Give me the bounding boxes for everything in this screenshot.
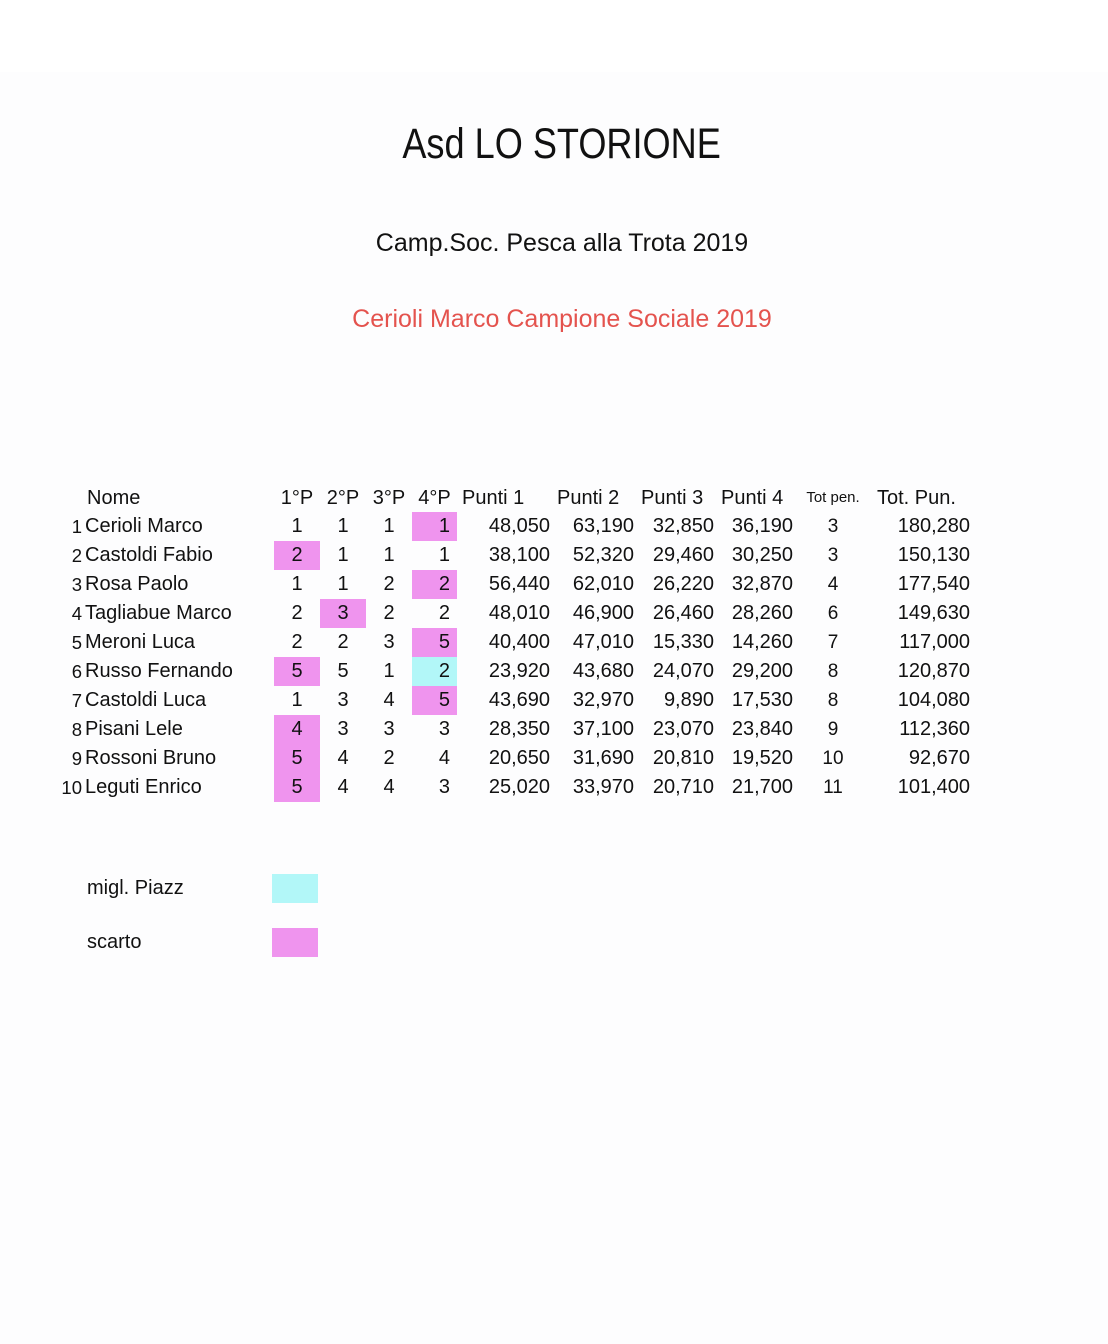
cell-punti2: 32,970 [572, 689, 634, 711]
cell-name: Cerioli Marco [85, 515, 203, 537]
cell-name: Tagliabue Marco [85, 602, 232, 624]
cell-p3: 4 [383, 776, 395, 798]
cell-rank: 8 [71, 719, 82, 740]
col-header-punti4: Punti 4 [721, 487, 784, 509]
champion-line: Cerioli Marco Campione Sociale 2019 [352, 305, 772, 333]
cell-punti1: 28,350 [488, 718, 550, 740]
cell-rank: 4 [71, 603, 82, 624]
col-header-1p: 1°P [280, 487, 314, 509]
cell-totpun: 101,400 [897, 776, 970, 798]
cell-p1: 1 [291, 515, 303, 537]
cell-punti1: 43,690 [488, 689, 550, 711]
table-row [60, 657, 972, 686]
table-row [60, 512, 972, 541]
cell-p4: 1 [412, 512, 457, 541]
cell-p2: 1 [337, 573, 349, 595]
cell-p1: 1 [291, 689, 303, 711]
cell-p3: 1 [383, 660, 395, 682]
cell-rank: 6 [71, 661, 82, 682]
cell-p1: 5 [274, 744, 320, 773]
cell-totpun: 120,870 [897, 660, 970, 682]
table-row [60, 628, 972, 657]
cell-punti2: 47,010 [572, 631, 634, 653]
cell-punti1: 20,650 [488, 747, 550, 769]
cell-punti3: 26,220 [652, 573, 714, 595]
cell-totpen: 8 [827, 661, 839, 682]
cell-totpun: 104,080 [897, 689, 970, 711]
cell-p1: 2 [291, 631, 303, 653]
cell-punti1: 48,010 [488, 602, 550, 624]
legend-item-migl-piazz [0, 874, 1108, 903]
cell-totpun: 150,130 [897, 544, 970, 566]
col-header-3p: 3°P [372, 487, 406, 509]
cell-p3: 4 [383, 689, 395, 711]
table-header-row [60, 486, 972, 512]
cell-name: Pisani Lele [85, 718, 183, 740]
legend-label-migl-piazz: migl. Piazz [87, 877, 184, 899]
cell-punti3: 20,710 [652, 776, 714, 798]
legend-swatch-migl-piazz [272, 874, 318, 903]
col-header-totpun: Tot. Pun. [877, 487, 956, 509]
cell-punti1: 38,100 [488, 544, 550, 566]
cell-totpun: 149,630 [897, 602, 970, 624]
cell-punti1: 56,440 [488, 573, 550, 595]
cell-p2: 3 [337, 689, 349, 711]
cell-punti2: 33,970 [572, 776, 634, 798]
cell-punti2: 63,190 [572, 515, 634, 537]
cell-name: Meroni Luca [85, 631, 196, 653]
cell-p1: 2 [291, 602, 303, 624]
col-header-rank [60, 486, 82, 512]
cell-p4: 2 [412, 570, 457, 599]
col-header-punti1: Punti 1 [462, 487, 525, 509]
cell-punti2: 43,680 [572, 660, 634, 682]
cell-punti4: 17,530 [731, 689, 793, 711]
table-body [60, 512, 972, 802]
cell-punti2: 31,690 [572, 747, 634, 769]
cell-rank: 3 [71, 574, 82, 595]
cell-punti2: 37,100 [572, 718, 634, 740]
cell-p4: 2 [438, 602, 450, 624]
cell-totpun: 180,280 [897, 515, 970, 537]
cell-punti4: 23,840 [731, 718, 793, 740]
legend-item-scarto [0, 928, 1108, 957]
cell-totpen: 8 [827, 690, 839, 711]
cell-rank: 5 [71, 632, 82, 653]
cell-punti3: 26,460 [652, 602, 714, 624]
cell-name: Castoldi Luca [85, 689, 207, 711]
table-row [60, 773, 972, 802]
cell-totpen: 3 [827, 545, 839, 566]
cell-p4: 3 [438, 776, 450, 798]
cell-p4: 5 [412, 686, 457, 715]
cell-rank: 7 [71, 690, 82, 711]
cell-p1: 5 [274, 773, 320, 802]
cell-name: Rosa Paolo [85, 573, 189, 595]
cell-p3: 3 [383, 718, 395, 740]
cell-rank: 9 [71, 748, 82, 769]
cell-punti4: 32,870 [731, 573, 793, 595]
cell-punti3: 29,460 [652, 544, 714, 566]
cell-p2: 4 [337, 747, 349, 769]
table-row [60, 570, 972, 599]
cell-p3: 2 [383, 602, 395, 624]
cell-name: Russo Fernando [85, 660, 233, 682]
cell-punti3: 23,070 [652, 718, 714, 740]
standings-table [60, 486, 972, 802]
page-title [0, 121, 1108, 168]
cell-p3: 2 [383, 573, 395, 595]
cell-p1: 4 [274, 715, 320, 744]
page-subtitle: Camp.Soc. Pesca alla Trota 2019 [375, 229, 749, 257]
cell-p1: 1 [291, 573, 303, 595]
cell-totpen: 11 [823, 777, 843, 798]
cell-punti3: 24,070 [652, 660, 714, 682]
cell-totpun: 177,540 [897, 573, 970, 595]
cell-p3: 1 [383, 544, 395, 566]
cell-punti4: 14,260 [731, 631, 793, 653]
col-header-totpen: Tot pen. [806, 489, 860, 506]
col-header-2p: 2°P [326, 487, 360, 509]
cell-name: Castoldi Fabio [85, 544, 213, 566]
cell-p2: 2 [337, 631, 349, 653]
cell-totpen: 9 [827, 719, 839, 740]
cell-p4: 5 [412, 628, 457, 657]
cell-totpun: 117,000 [899, 631, 970, 653]
cell-p2: 1 [337, 544, 349, 566]
cell-p4: 1 [438, 544, 450, 566]
cell-totpen: 7 [827, 632, 839, 653]
cell-punti1: 25,020 [488, 776, 550, 798]
cell-totpen: 4 [827, 574, 839, 595]
table-row [60, 686, 972, 715]
cell-p4: 4 [438, 747, 450, 769]
cell-p2: 3 [320, 599, 366, 628]
cell-p2: 5 [337, 660, 349, 682]
cell-p1: 2 [274, 541, 320, 570]
cell-rank: 1 [71, 516, 82, 537]
cell-p1: 5 [274, 657, 320, 686]
cell-totpun: 92,670 [908, 747, 970, 769]
table-row [60, 715, 972, 744]
cell-punti3: 32,850 [652, 515, 714, 537]
cell-punti3: 15,330 [652, 631, 714, 653]
cell-p3: 3 [383, 631, 395, 653]
cell-p4: 2 [412, 657, 457, 686]
cell-totpen: 6 [827, 603, 839, 624]
col-header-punti2: Punti 2 [557, 487, 620, 509]
cell-p3: 2 [383, 747, 395, 769]
cell-punti2: 62,010 [572, 573, 634, 595]
cell-punti2: 52,320 [572, 544, 634, 566]
cell-p4: 3 [438, 718, 450, 740]
cell-rank: 2 [71, 545, 82, 566]
legend-swatch-scarto [272, 928, 318, 957]
table-row [60, 744, 972, 773]
cell-totpen: 10 [822, 748, 844, 769]
cell-p2: 1 [337, 515, 349, 537]
cell-name: Rossoni Bruno [85, 747, 217, 769]
page-title-text: Asd LO STORIONE [402, 120, 722, 168]
table-row [60, 599, 972, 628]
cell-punti4: 36,190 [731, 515, 793, 537]
cell-p3: 1 [383, 515, 395, 537]
col-header-4p: 4°P [418, 487, 451, 509]
cell-punti1: 40,400 [488, 631, 550, 653]
table-row [60, 541, 972, 570]
cell-rank: 10 [61, 777, 82, 798]
cell-punti3: 9,890 [663, 689, 714, 711]
cell-p2: 4 [337, 776, 349, 798]
cell-punti4: 28,260 [731, 602, 793, 624]
cell-name: Leguti Enrico [85, 776, 202, 798]
cell-punti4: 19,520 [731, 747, 793, 769]
cell-punti1: 48,050 [488, 515, 550, 537]
cell-totpen: 3 [827, 516, 839, 537]
cell-p2: 3 [337, 718, 349, 740]
cell-punti4: 21,700 [731, 776, 793, 798]
cell-punti2: 46,900 [572, 602, 634, 624]
cell-punti4: 29,200 [731, 660, 793, 682]
col-header-nome: Nome [87, 487, 141, 509]
cell-punti3: 20,810 [652, 747, 714, 769]
cell-punti4: 30,250 [731, 544, 793, 566]
legend-label-scarto: scarto [87, 931, 142, 953]
cell-totpun: 112,360 [899, 718, 970, 740]
col-header-punti3: Punti 3 [641, 487, 704, 509]
cell-punti1: 23,920 [488, 660, 550, 682]
